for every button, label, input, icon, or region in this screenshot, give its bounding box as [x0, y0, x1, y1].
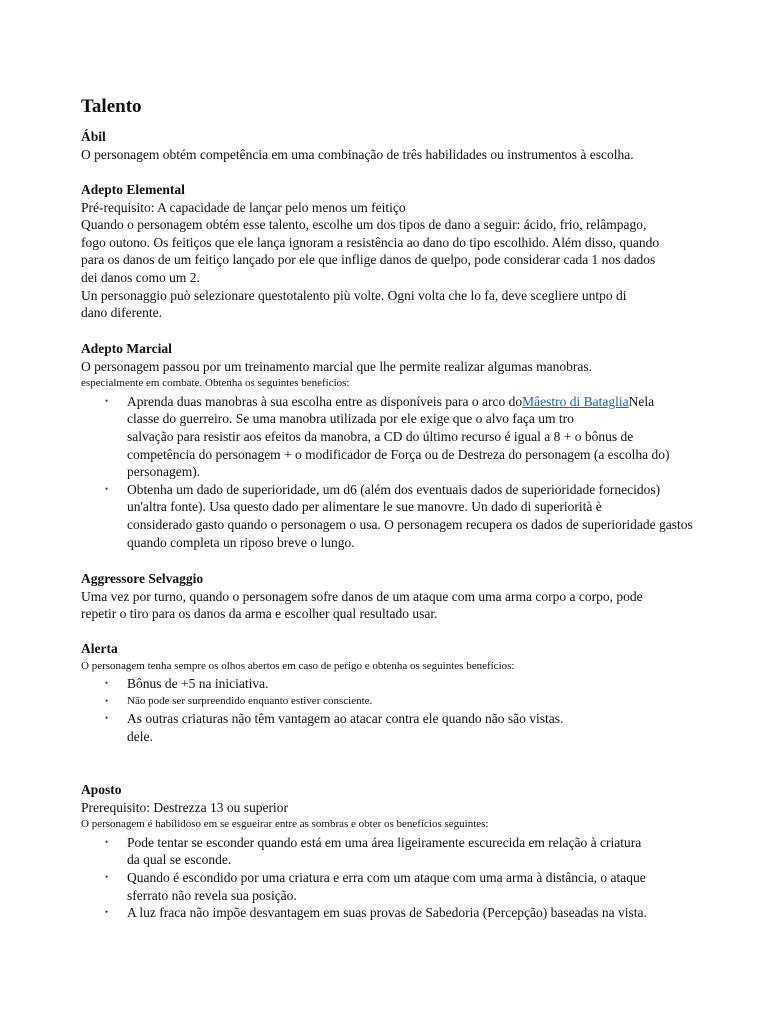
list-item: [81, 481, 721, 551]
text-line: quando completa un riposo breve o lungo.: [127, 534, 355, 550]
bullet-icon: •: [105, 871, 109, 882]
bullet-icon: •: [105, 395, 109, 406]
bullet-icon: •: [105, 713, 109, 724]
section-adepto-elemental: [81, 181, 721, 322]
list-item: [81, 834, 721, 869]
bullet-icon: •: [105, 483, 109, 494]
text-segment: Aprenda duas manobras à sua escolha entre as disponíveis para o arco do: [127, 393, 523, 409]
section-adepto-marcial: [81, 340, 721, 551]
list-item: [81, 710, 721, 745]
maestro-di-bataglia-link[interactable]: Mâestro di Bataglia: [522, 393, 629, 409]
text-line: repetir o tiro para os danos da arma e escolher qual resultado usar.: [81, 606, 438, 622]
bullet-icon: •: [105, 907, 109, 918]
text-line: classe do guerreiro. Se uma manobra utilizada por ele exige que o alvo faça um tro: [127, 411, 574, 427]
bullet-icon: •: [105, 836, 109, 847]
list-item: [81, 675, 721, 693]
text-line: Pré-requisito: A capacidade de lançar pelo menos um feitiço: [81, 199, 406, 215]
bullet-icon: •: [105, 695, 109, 706]
text-line: dano diferente.: [81, 305, 162, 321]
section-abil: [81, 128, 721, 163]
section-heading: Aggressore Selvaggio: [81, 571, 204, 586]
list-item: [81, 904, 721, 922]
text-line: sferrato não revela sua posição.: [127, 887, 297, 903]
text-line: fogo outono. Os feitiços que ele lança ignoram a resistência ao dano do tipo escolhido. Além disso, quando: [81, 234, 660, 250]
bullet-icon: •: [105, 678, 109, 689]
text-line: Prerequisito: Destrezza 13 ou superior: [81, 799, 288, 815]
page-title: Talento: [81, 96, 142, 117]
text-line: competência do personagem + o modificador de Força ou de Destreza do personagem (a escolha do): [127, 446, 670, 462]
text-line: O personagem passou por um treinamento marcial que lhe permite realizar algumas manobras.: [81, 358, 592, 374]
text-line: Bônus de +5 na iniciativa.: [127, 676, 269, 692]
text-line: Uma vez por turno, quando o personagem sofre danos de um ataque com uma arma corpo a corpo, pode: [81, 588, 643, 604]
text-line: da qual se esconde.: [127, 852, 232, 868]
list-item: [81, 869, 721, 904]
text-line: considerado gasto quando o personagem o usa. O personagem recupera os dados de superioridade gastos: [127, 516, 693, 532]
text-segment: Nela: [628, 393, 655, 409]
list-item: [81, 693, 721, 711]
text-line: Quando é escondido por uma criatura e erra com um ataque com uma arma à distância, o ataque: [127, 869, 646, 885]
text-line: Un personaggio può selezionare questotalento più volte. Ogni volta che lo fa, deve scegliere untpo di: [81, 287, 627, 303]
text-line: Pode tentar se esconder quando está em uma área ligeiramente escurecida em relação à criatura: [127, 834, 642, 850]
section-aposto: [81, 781, 721, 922]
text-line: salvação para resistir aos efeitos da manobra, a CD do último recurso é igual a 8 + o bônus de: [127, 428, 634, 444]
section-aggressore-selvaggio: [81, 570, 721, 623]
text-line: dele.: [127, 728, 153, 744]
section-heading: Adepto Elemental: [81, 182, 185, 197]
text-line: personagem).: [127, 464, 201, 480]
text-line: Quando o personagem obtém esse talento, escolhe um dos tipos de dano a seguir: ácido, frio, relâmpago,: [81, 217, 647, 233]
text-line: para os danos de um feitiço lançado por ele que inflige danos de quelpo, pode considerar cada 1 nos dados: [81, 252, 656, 268]
text-line-small: O personagem tenha sempre os olhos abertos em caso de perigo e obtenha os seguintes benefícios:: [81, 659, 515, 672]
text-line-small: O personagem é habilidoso em se esgueirar entre as sombras e obter os benefícios seguintes:: [81, 818, 489, 831]
text-line: Obtenha um dado de superioridade, um d6 (além dos eventuais dados de superioridade fornecidos): [127, 481, 661, 497]
section-heading: Adepto Marcial: [81, 341, 172, 356]
text-line-small: especialmente em combate. Obtenha os seguintes benefícios:: [81, 377, 350, 390]
text-line: dei danos como um 2.: [81, 269, 200, 285]
text-line: As outras criaturas não têm vantagem ao atacar contra ele quando não são vistas.: [127, 711, 564, 727]
section-alerta: [81, 640, 721, 746]
text-line: un'altra fonte). Usa questo dado per alimentare le sue manovre. Un dado di superiorità è: [127, 499, 602, 515]
text-line: A luz fraca não impõe desvantagem em suas provas de Sabedoria (Percepção) baseadas na vista.: [127, 905, 647, 921]
section-heading: Ábil: [81, 129, 106, 144]
section-heading: Alerta: [81, 641, 118, 656]
text-line: O personagem obtém competência em uma combinação de três habilidades ou instrumentos à escolha.: [81, 146, 634, 162]
list-item: [81, 393, 721, 481]
text-line-small: Não pode ser surpreendido enquanto estiver consciente.: [127, 694, 373, 707]
section-heading: Aposto: [81, 782, 122, 797]
